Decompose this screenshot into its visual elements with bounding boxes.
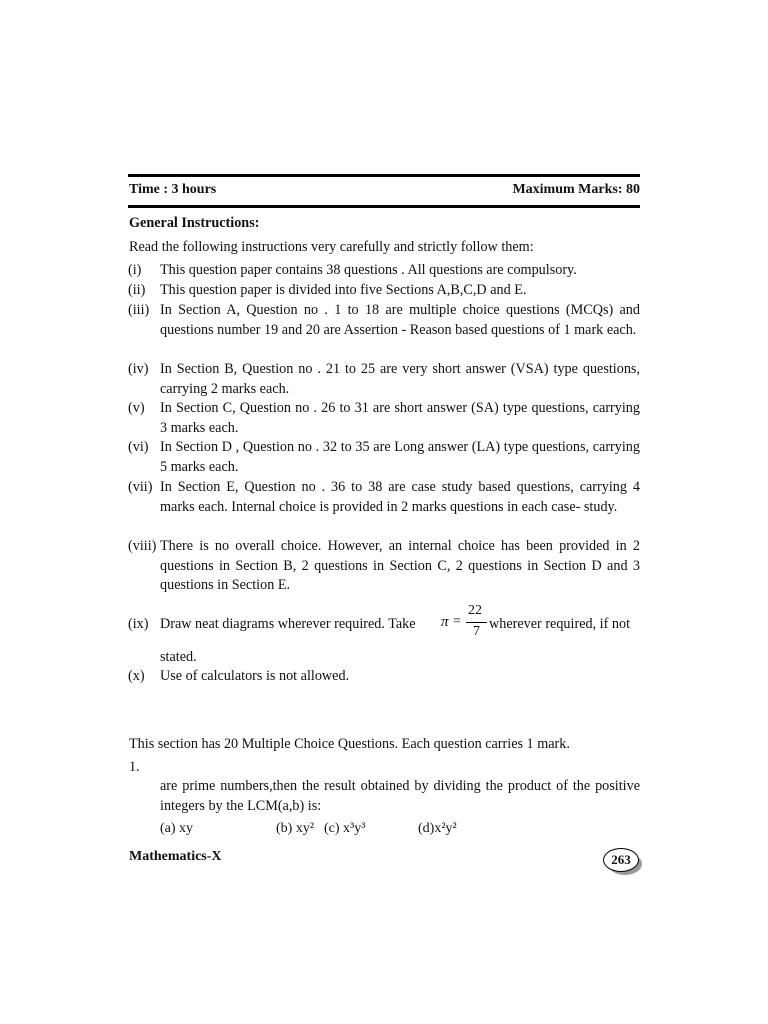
instruction-text: Draw neat diagrams wherever required. Take — [160, 616, 416, 632]
instruction-text: Use of calculators is not allowed. — [160, 668, 350, 684]
instruction-text: This question paper is divided into five Sections A,B,C,D and E. — [160, 282, 527, 298]
header-top-rule — [128, 174, 640, 177]
instruction-number: (ix) — [128, 616, 149, 632]
question-text: are prime numbers,then the result obtained by dividing the product of the positive integers by the LCM(a,b) is: — [160, 778, 640, 814]
instruction-number: (ii) — [128, 282, 146, 298]
section-note: This section has 20 Multiple Choice Questions. Each question carries 1 mark. — [129, 736, 570, 752]
option-c: (c) x³y³ — [324, 821, 366, 836]
instruction-text: In Section A, Question no . 1 to 18 are multiple choice questions (MCQs) and questions number 19 and 20 are Assertion - Reason based questions of 1 mark each. — [160, 302, 640, 338]
instruction-item — [128, 537, 640, 596]
instruction-text-continued: wherever required, if not — [489, 616, 631, 632]
instruction-number: (i) — [128, 262, 142, 278]
option-b: (b) xy² — [276, 821, 315, 836]
instruction-item — [128, 438, 640, 477]
instruction-number: (viii) — [128, 538, 157, 554]
instruction-item — [128, 478, 640, 517]
instruction-number: (x) — [128, 668, 145, 684]
fraction-bar — [466, 622, 487, 623]
fraction-22-over-7 — [466, 603, 488, 641]
instruction-text-line2: stated. — [160, 649, 197, 665]
instructions-intro: Read the following instructions very carefully and strictly follow them: — [129, 239, 534, 255]
option-a: (a) xy — [160, 821, 194, 836]
time-label: Time : 3 hours — [129, 182, 217, 197]
book-title: Mathematics-X — [129, 849, 222, 864]
header-bottom-rule — [128, 205, 640, 208]
instruction-text: In Section E, Question no . 36 to 38 are case study based questions, carrying 4 marks each. Internal choice is provided in 2 marks questions in each case- study. — [160, 479, 640, 515]
instruction-item — [128, 360, 640, 399]
instruction-number: (iv) — [128, 361, 149, 377]
instruction-text: In Section D , Question no . 32 to 35 are Long answer (LA) type questions, carrying 5 marks each. — [160, 439, 640, 475]
instruction-text: This question paper contains 38 questions . All questions are compulsory. — [160, 262, 577, 278]
instruction-number: (vi) — [128, 439, 149, 455]
question-number: 1. — [129, 759, 140, 775]
option-d: (d)x²y² — [418, 821, 457, 836]
page-number: 263 — [603, 848, 639, 872]
equals-sign: = — [453, 614, 461, 629]
pi-symbol: π — [441, 614, 449, 630]
instruction-item — [128, 281, 640, 301]
instruction-text: In Section B, Question no . 21 to 25 are very short answer (VSA) type questions, carrying 2 marks each. — [160, 361, 640, 397]
instruction-text: There is no overall choice. However, an internal choice has been provided in 2 questions in Section B, 2 questions in Section C, 2 questions in Section D and 3 questions in Section E. — [160, 538, 640, 594]
instruction-item — [128, 399, 640, 438]
instruction-item — [128, 261, 640, 281]
instruction-number: (v) — [128, 400, 145, 416]
instruction-number: (vii) — [128, 479, 153, 495]
fraction-numerator: 22 — [468, 603, 482, 618]
fraction-denominator: 7 — [473, 624, 480, 639]
instruction-number: (iii) — [128, 302, 150, 318]
max-marks-label: Maximum Marks: 80 — [512, 182, 640, 197]
instruction-item — [128, 301, 640, 340]
instructions-heading: General Instructions: — [129, 215, 260, 231]
instruction-text: In Section C, Question no . 26 to 31 are short answer (SA) type questions, carrying 3 marks each. — [160, 400, 640, 436]
